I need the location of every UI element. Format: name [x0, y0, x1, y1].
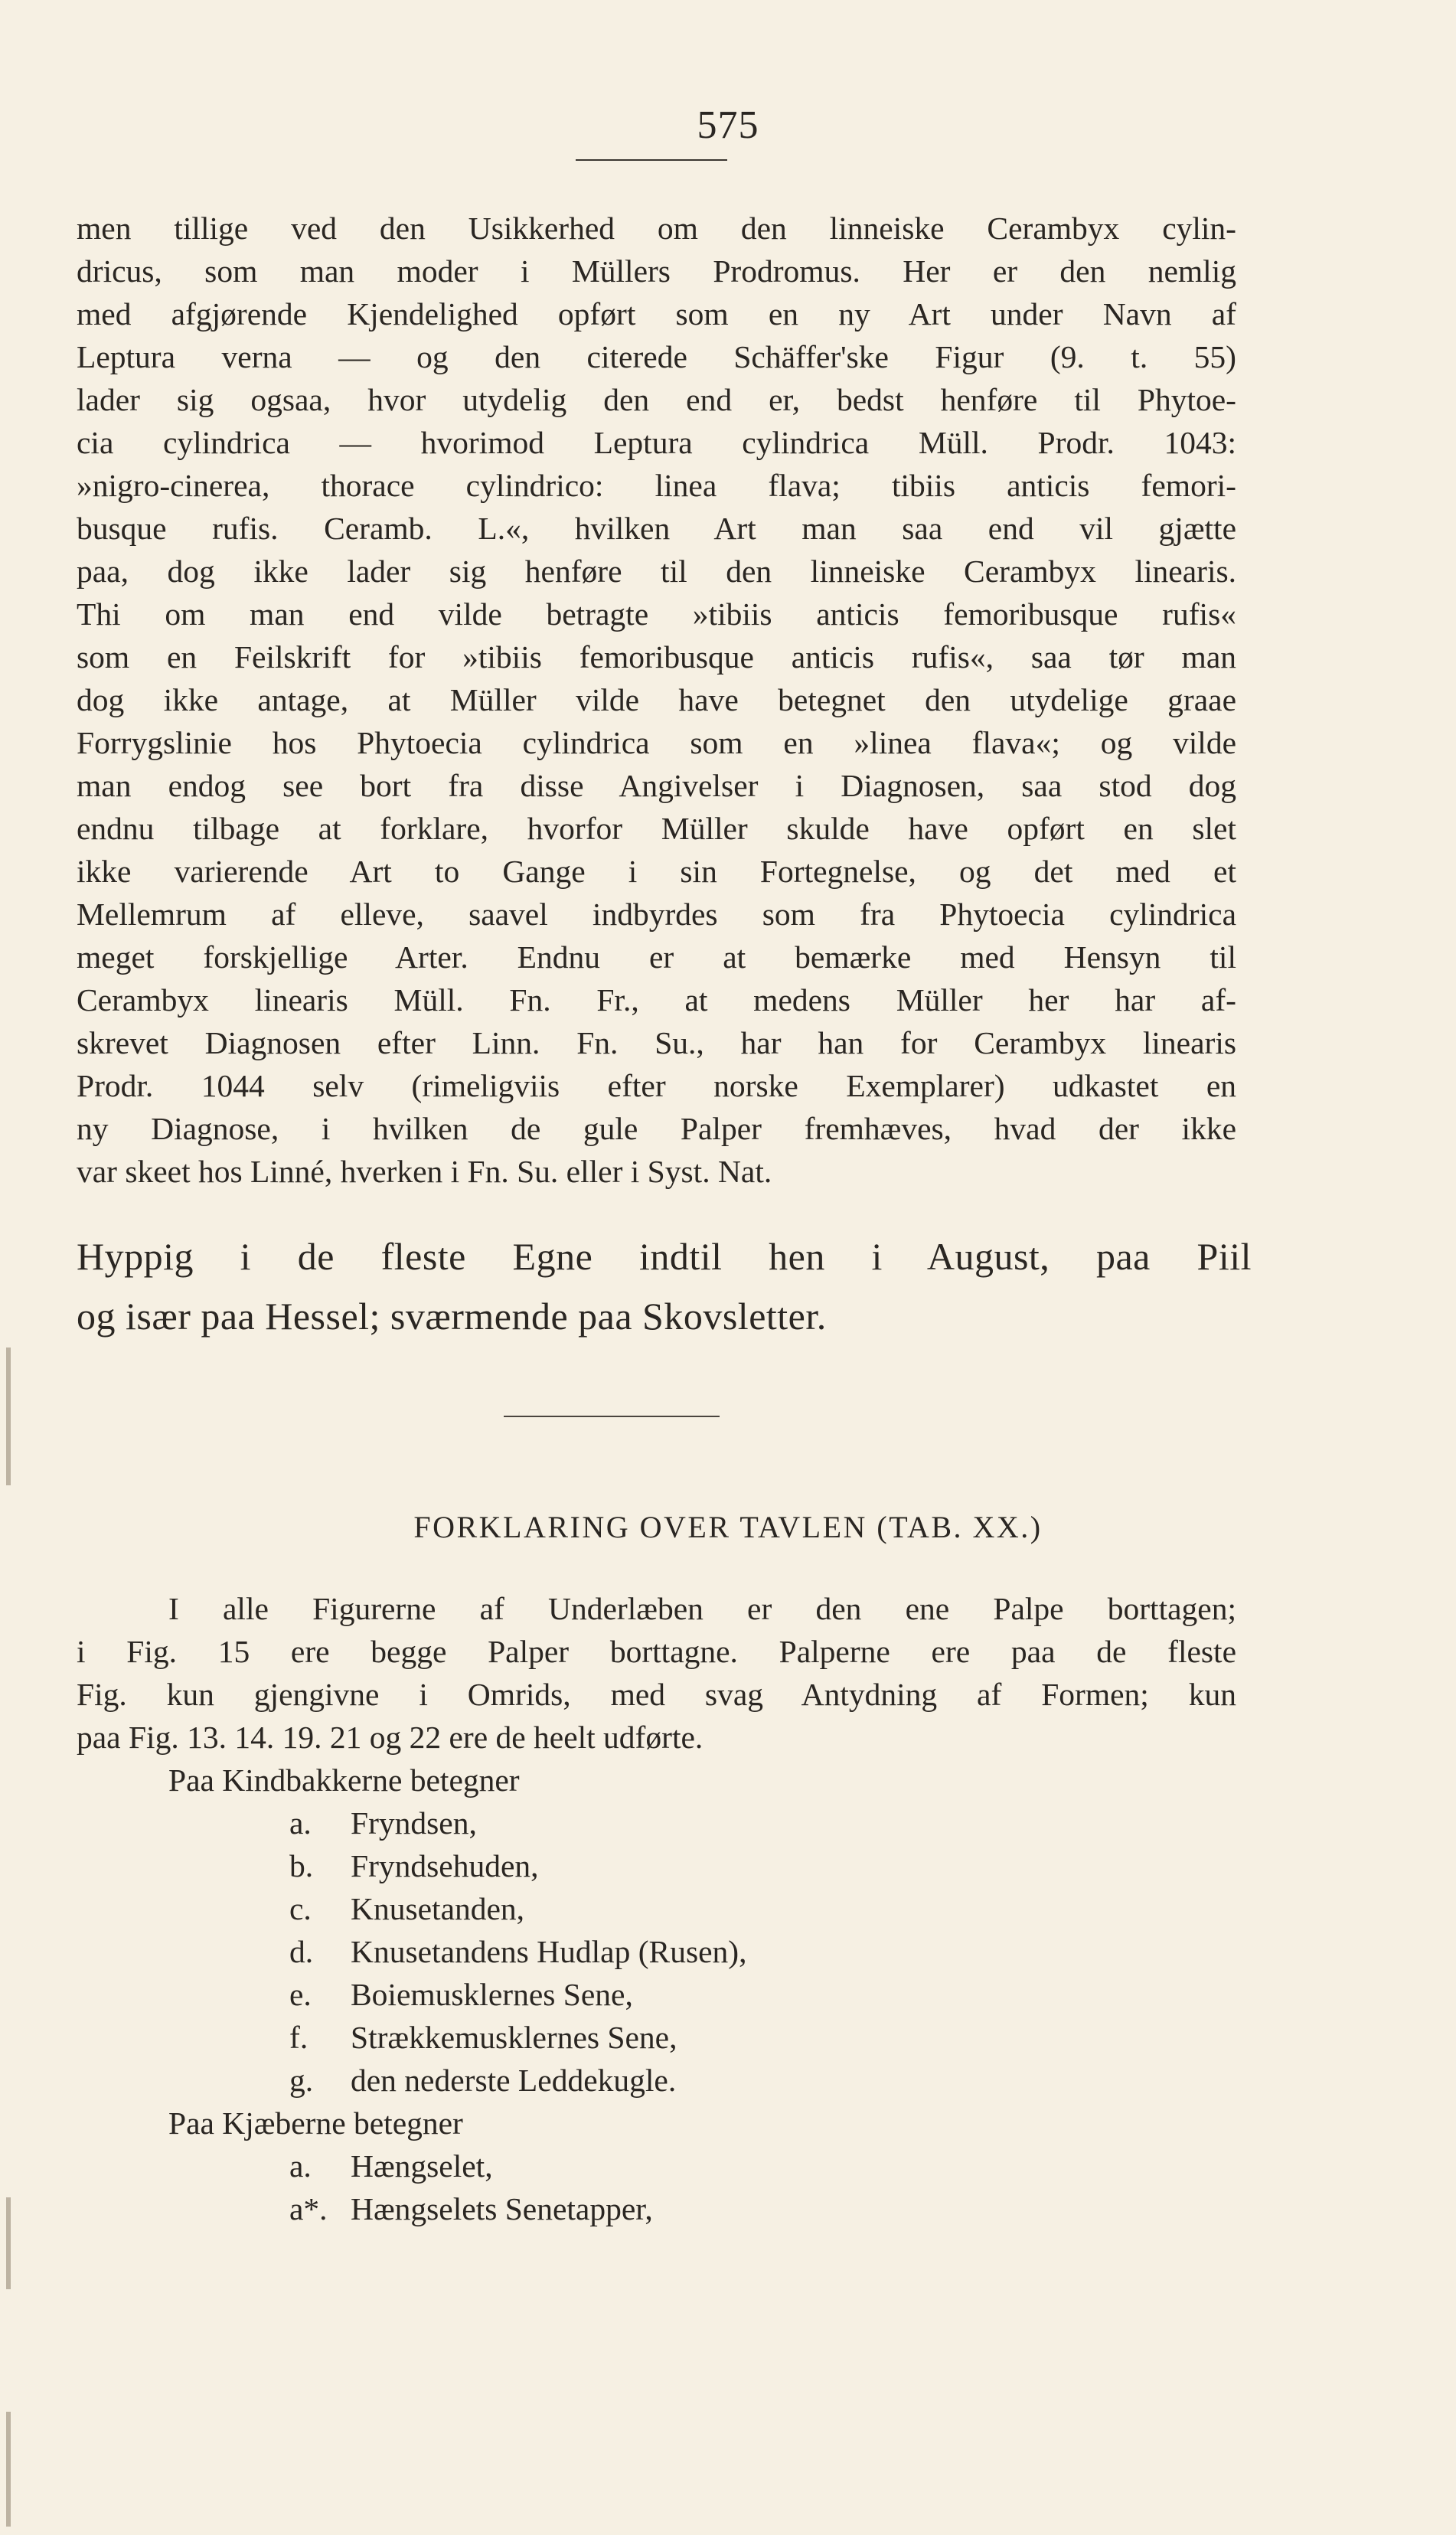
- legend-item: [77, 1802, 1236, 1844]
- legend-key: f.: [289, 2020, 309, 2055]
- text-line: dricus, som man moder i Müllers Prodromus. Her er den nemlig: [77, 253, 1236, 289]
- legend-item: [77, 2016, 1236, 2059]
- occurrence-line: Hyppig i de fleste Egne indtil hen i August, paa Piil: [77, 1235, 1252, 1278]
- legend-key: a.: [289, 2148, 312, 2184]
- explanation-line: paa Fig. 13. 14. 19. 21 og 22 ere de heelt udførte.: [77, 1720, 704, 1755]
- page-number: 575: [697, 103, 759, 147]
- text-line: ny Diagnose, i hvilken de gule Palper fremhæves, hvad der ikke: [77, 1111, 1236, 1146]
- legend-key: c.: [289, 1891, 312, 1926]
- text-line: men tillige ved den Usikkerhed om den linneiske Cerambyx cylin-: [77, 211, 1236, 246]
- binding-edge-mark: [6, 2197, 11, 2289]
- text-line: endnu tilbage at forklare, hvorfor Müller skulde have opført en slet: [77, 811, 1236, 846]
- explanation-line: i Fig. 15 ere begge Palper borttagne. Palperne ere paa de fleste: [77, 1634, 1236, 1669]
- occurrence-line: og især paa Hessel; sværmende paa Skovsletter.: [77, 1295, 827, 1338]
- text-line: Thi om man end vilde betragte »tibiis anticis femoribusque rufis«: [77, 596, 1236, 632]
- text-line: »nigro-cinerea, thorace cylindrico: linea flava; tibiis anticis femori-: [77, 468, 1236, 503]
- legend-key: b.: [289, 1848, 314, 1883]
- legend-text: Hængselets Senetapper,: [351, 2191, 653, 2226]
- legend-text: Fryndsen,: [351, 1805, 477, 1841]
- text-line: Cerambyx linearis Müll. Fn. Fr., at medens Müller her har af-: [77, 982, 1236, 1018]
- legend-text: Knusetanden,: [351, 1891, 525, 1926]
- binding-edge-mark: [6, 2412, 11, 2527]
- text-line: Forrygslinie hos Phytoecia cylindrica som en »linea flava«; og vilde: [77, 725, 1236, 760]
- legend-text: Strækkemusklernes Sene,: [351, 2020, 677, 2055]
- legend-text: den nederste Leddekugle.: [351, 2063, 677, 2098]
- text-line: skrevet Diagnosen efter Linn. Fn. Su., har han for Cerambyx linearis: [77, 1025, 1236, 1060]
- legend-item: [77, 2145, 1236, 2187]
- text-line: paa, dog ikke lader sig henføre til den linneiske Cerambyx linearis.: [77, 554, 1236, 589]
- section-heading: FORKLARING OVER TAVLEN (TAB. XX.): [413, 1510, 1043, 1544]
- legend-item: [77, 1930, 1236, 1973]
- text-line: meget forskjellige Arter. Endnu er at bemærke med Hensyn til: [77, 939, 1236, 975]
- legend-key: e.: [289, 1977, 312, 2012]
- legend-item: [77, 1844, 1236, 1887]
- occurrence-paragraph: [77, 1227, 1252, 1346]
- explanation-line: I alle Figurerne af Underlæben er den ene Palpe borttagen;: [168, 1591, 1236, 1626]
- legend-item: [77, 1973, 1236, 2016]
- kjaeberne-label: Paa Kjæberne betegner: [168, 2105, 463, 2141]
- plate-explanation: [77, 1587, 1236, 2230]
- explanation-line: Fig. kun gjengivne i Omrids, med svag Antydning af Formen; kun: [77, 1677, 1236, 1712]
- text-line: man endog see bort fra disse Angivelser i Diagnosen, saa stod dog: [77, 768, 1236, 803]
- text-line: dog ikke antage, at Müller vilde have betegnet den utydelige graae: [77, 682, 1236, 717]
- legend-item: [77, 2187, 1236, 2230]
- text-line: Leptura verna — og den citerede Schäffer'ske Figur (9. t. 55): [77, 339, 1236, 374]
- legend-text: Fryndsehuden,: [351, 1848, 539, 1883]
- kindbakkerne-label: Paa Kindbakkerne betegner: [168, 1762, 520, 1798]
- section-divider: [504, 1416, 720, 1417]
- legend-item: [77, 1887, 1236, 1930]
- legend-text: Boiemusklernes Sene,: [351, 1977, 633, 2012]
- body-paragraph: [77, 207, 1236, 1193]
- text-line: var skeet hos Linné, hverken i Fn. Su. eller i Syst. Nat.: [77, 1154, 772, 1189]
- legend-text: Knusetandens Hudlap (Rusen),: [351, 1934, 747, 1969]
- text-line: lader sig ogsaa, hvor utydelig den end er, bedst henføre til Phytoe-: [77, 382, 1236, 417]
- legend-key: a*.: [289, 2191, 328, 2226]
- binding-edge-mark: [6, 1348, 11, 1485]
- legend-key: a.: [289, 1805, 312, 1841]
- text-line: som en Feilskrift for »tibiis femoribusque anticis rufis«, saa tør man: [77, 639, 1236, 675]
- text-line: med afgjørende Kjendelighed opført som en ny Art under Navn af: [77, 296, 1236, 332]
- text-line: ikke varierende Art to Gange i sin Fortegnelse, og det med et: [77, 854, 1236, 889]
- legend-key: d.: [289, 1934, 314, 1969]
- text-line: Prodr. 1044 selv (rimeligviis efter norske Exemplarer) udkastet en: [77, 1068, 1236, 1103]
- text-line: Mellemrum af elleve, saavel indbyrdes som fra Phytoecia cylindrica: [77, 897, 1236, 932]
- legend-text: Hængselet,: [351, 2148, 493, 2184]
- legend-key: g.: [289, 2063, 314, 2098]
- text-line: busque rufis. Ceramb. L.«, hvilken Art man saa end vil gjætte: [77, 511, 1236, 546]
- page-number-rule: [576, 159, 727, 161]
- legend-item: [77, 2059, 1236, 2102]
- text-line: cia cylindrica — hvorimod Leptura cylindrica Müll. Prodr. 1043:: [77, 425, 1236, 460]
